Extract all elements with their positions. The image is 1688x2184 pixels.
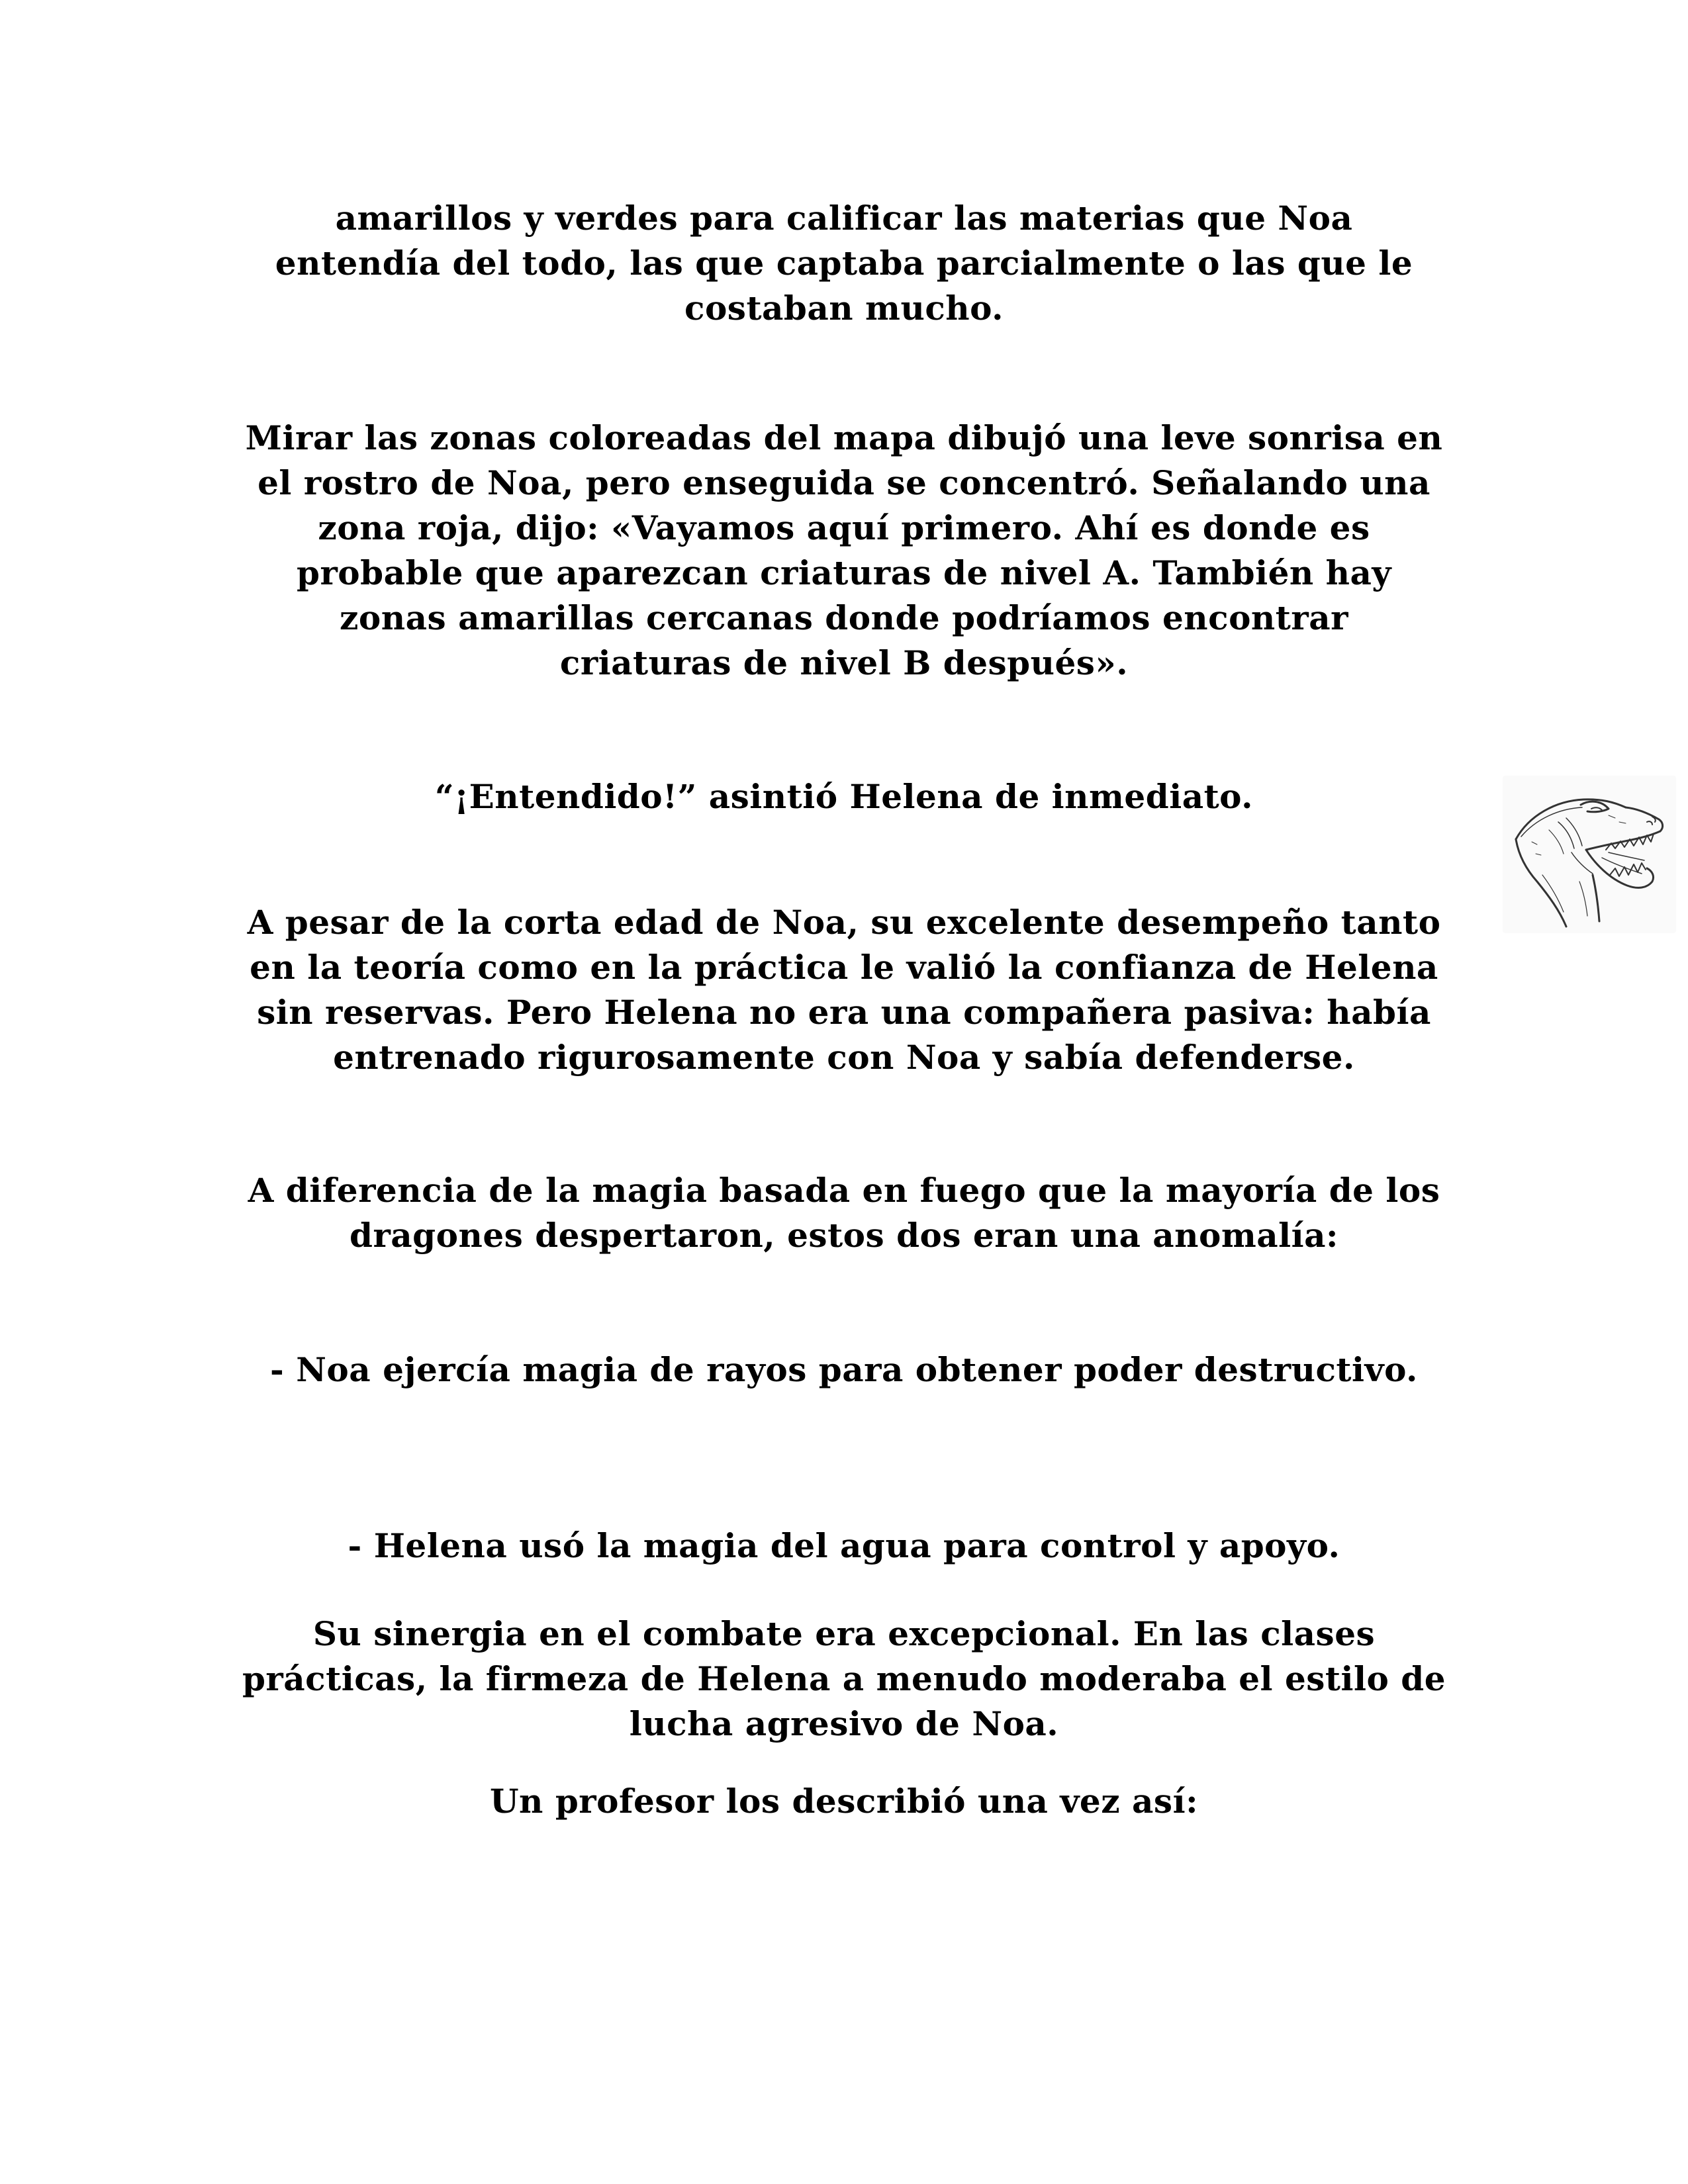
paragraph-7	[218, 1524, 1470, 1569]
paragraph-line: entrenado rigurosamente con Noa y sabía defenderse.	[333, 1038, 1355, 1077]
paragraph-line: dragones despertaron, estos dos eran una anomalía:	[349, 1216, 1339, 1255]
paragraph-line: Su sinergia en el combate era excepcional. En las clases	[312, 1614, 1376, 1653]
paragraph-4	[218, 900, 1470, 1080]
paragraph-line: - Helena usó la magia del agua para control y apoyo.	[348, 1526, 1340, 1565]
dinosaur-sketch-drawing	[1503, 776, 1676, 933]
paragraph-line: Mirar las zonas coloreadas del mapa dibujó una leve sonrisa en	[245, 418, 1443, 457]
dinosaur-head-sketch-icon	[1503, 776, 1676, 933]
paragraph-line: zona roja, dijo: «Vayamos aquí primero. Ahí es donde es	[318, 508, 1370, 547]
paragraph-9	[218, 1779, 1470, 1824]
paragraph-3	[218, 774, 1470, 819]
paragraph-line: A pesar de la corta edad de Noa, su excelente desempeño tanto	[247, 903, 1441, 942]
paragraph-line: “¡Entendido!” asintió Helena de inmediato.	[434, 777, 1254, 816]
paragraph-line: zonas amarillas cercanas donde podríamos encontrar	[340, 598, 1348, 637]
paragraph-line: - Noa ejercía magia de rayos para obtener poder destructivo.	[270, 1350, 1418, 1389]
paragraph-line: amarillos y verdes para calificar las materias que Noa	[335, 199, 1353, 238]
paragraph-line: prácticas, la firmeza de Helena a menudo moderaba el estilo de	[242, 1659, 1446, 1698]
paragraph-1	[218, 196, 1470, 331]
paragraph-line: A diferencia de la magia basada en fuego que la mayoría de los	[248, 1171, 1440, 1210]
paragraph-line: criaturas de nivel B después».	[559, 643, 1129, 682]
paragraph-line: sin reservas. Pero Helena no era una compañera pasiva: había	[257, 993, 1431, 1032]
paragraph-line: lucha agresivo de Noa.	[629, 1704, 1059, 1743]
paragraph-2	[218, 416, 1470, 686]
paragraph-line: el rostro de Noa, pero enseguida se concentró. Señalando una	[258, 463, 1430, 502]
paragraph-line: probable que aparezcan criaturas de nivel A. También hay	[296, 553, 1391, 592]
paragraph-line: en la teoría como en la práctica le valió la confianza de Helena	[250, 948, 1438, 987]
paragraph-5	[218, 1168, 1470, 1258]
paragraph-6	[218, 1347, 1470, 1392]
paragraph-line: costaban mucho.	[684, 289, 1004, 328]
paragraph-line: entendía del todo, las que captaba parcialmente o las que le	[275, 244, 1413, 283]
paragraph-line: Un profesor los describió una vez así:	[489, 1782, 1199, 1821]
paragraph-8	[218, 1612, 1470, 1747]
